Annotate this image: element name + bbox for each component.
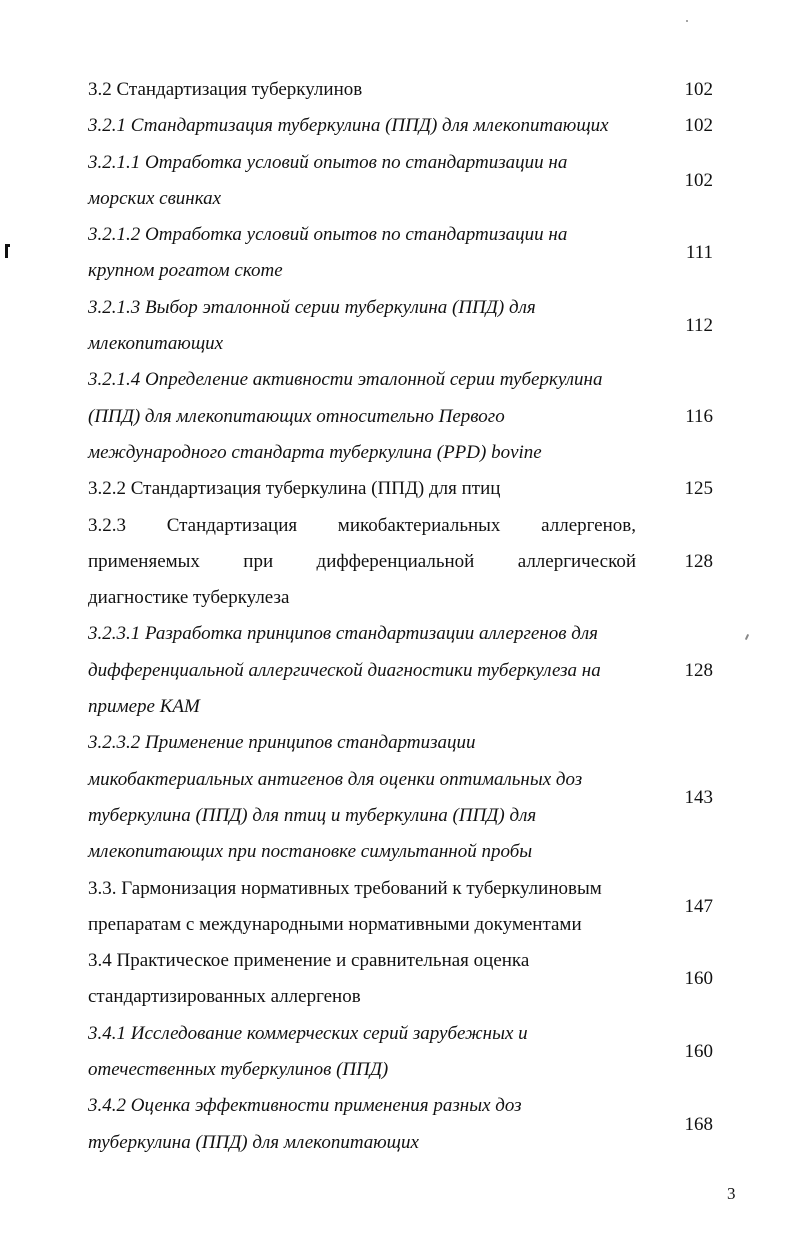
toc-entry-title	[88, 145, 636, 218]
toc-entry-page-number: 128	[684, 551, 713, 572]
toc-entry	[88, 108, 713, 144]
scan-speck	[745, 634, 749, 640]
toc-entry	[88, 871, 713, 944]
toc-entry-title	[88, 616, 636, 725]
toc-entry-line: крупном рогатом скоте	[88, 260, 283, 282]
toc-entry-title	[88, 108, 636, 144]
toc-entry-page-number: 102	[684, 79, 713, 101]
toc-entry-line: 3.2.1.4 Определение активности эталонной серии туберкулина	[88, 369, 603, 391]
toc-entry-line: препаратам с международными нормативными документами	[88, 913, 582, 935]
toc-entry-title	[88, 72, 636, 108]
page-number: 3	[727, 1184, 736, 1203]
toc-entry-title	[88, 943, 636, 1016]
toc-entry-title	[88, 290, 636, 363]
toc-entry-line: 3.2.1.3 Выбор эталонной серии туберкулина (ППД) для	[88, 296, 536, 318]
toc-entry-line: микобактериальных антигенов для оценки оптимальных доз	[88, 768, 583, 790]
toc-entry	[88, 290, 713, 363]
toc-entry-title	[88, 508, 636, 617]
toc-entry-line: международного стандарта туберкулина (PPD) bovine	[88, 441, 542, 463]
toc-entry	[88, 145, 713, 218]
toc-entry-line: диагностике туберкулеза	[88, 587, 290, 609]
toc-entry-line: 3.2.1 Стандартизация туберкулина (ППД) для млекопитающих	[88, 115, 609, 137]
toc-entry-page-number: 102	[684, 115, 713, 137]
toc-entry-line: отечественных туберкулинов (ППД)	[88, 1059, 389, 1081]
toc-entry-line: 3.3. Гармонизация нормативных требований к туберкулиновым	[88, 877, 602, 899]
toc-entry-page-number: 147	[684, 895, 713, 917]
toc-entry-page-number: 111	[685, 242, 713, 264]
toc-entry	[88, 471, 713, 507]
toc-entry-line: стандартизированных аллергенов	[88, 986, 361, 1008]
toc-entry-line: 3.2.1.1 Отработка условий опытов по стандартизации на	[88, 151, 568, 173]
toc-entry	[88, 1088, 713, 1161]
toc-entry-line: 3.2.3.1 Разработка принципов стандартизации аллергенов для	[88, 623, 598, 645]
toc-entry-line: 3.2.3 Стандартизация микобактериальных аллергенов,	[88, 514, 636, 536]
toc-entry-title	[88, 871, 636, 944]
toc-entry-line: (ППД) для млекопитающих относительно Первого	[88, 405, 505, 427]
toc-entry-title	[88, 725, 636, 870]
toc-entry-line: млекопитающих при постановке симультанной пробы	[88, 841, 533, 863]
toc-entry-page-number: 128	[684, 659, 713, 681]
toc-entry-title	[88, 217, 636, 290]
toc-entry-line: 3.4.1 Исследование коммерческих серий зарубежных и	[88, 1022, 528, 1044]
table-of-contents	[88, 72, 713, 1161]
scan-artifact-mark	[5, 244, 8, 258]
toc-entry-line: применяемых при дифференциальной аллергической	[88, 550, 636, 572]
toc-entry-line: 3.4 Практическое применение и сравнительная оценка	[88, 950, 530, 972]
toc-entry-line: 3.2 Стандартизация туберкулинов	[88, 79, 363, 100]
toc-entry-title	[88, 471, 636, 507]
toc-entry	[88, 72, 713, 108]
toc-entry	[88, 616, 713, 725]
toc-entry-line: млекопитающих	[88, 333, 224, 355]
scan-speck	[686, 20, 688, 22]
toc-entry-line: 3.2.3.2 Применение принципов стандартизации	[88, 732, 476, 754]
toc-entry-line: примере КАМ	[88, 696, 200, 718]
toc-entry-page-number: 116	[685, 405, 713, 427]
toc-entry-line: 3.4.2 Оценка эффективности применения разных доз	[88, 1095, 522, 1117]
toc-entry	[88, 1016, 713, 1089]
toc-entry-title	[88, 362, 636, 471]
toc-entry	[88, 725, 713, 870]
toc-entry-line: 3.2.1.2 Отработка условий опытов по стандартизации на	[88, 224, 568, 246]
toc-entry-page-number: 160	[684, 968, 713, 990]
toc-entry-title	[88, 1016, 636, 1089]
toc-entry	[88, 508, 713, 617]
toc-entry-page-number: 112	[685, 315, 713, 337]
toc-entry-line: туберкулина (ППД) для млекопитающих	[88, 1131, 419, 1153]
toc-entry-title	[88, 1088, 636, 1161]
toc-entry-line: 3.2.2 Стандартизация туберкулина (ППД) для птиц	[88, 478, 501, 500]
toc-entry-page-number: 143	[684, 786, 713, 808]
toc-entry-page-number: 168	[684, 1113, 713, 1135]
toc-entry-line: дифференциальной аллергической диагностики туберкулеза на	[88, 659, 601, 681]
toc-entry-page-number: 160	[684, 1041, 713, 1063]
toc-entry-page-number: 125	[684, 478, 713, 500]
toc-entry-page-number: 102	[684, 169, 713, 191]
toc-entry	[88, 217, 713, 290]
toc-entry-line: туберкулина (ППД) для птиц и туберкулина (ППД) для	[88, 804, 537, 826]
toc-entry	[88, 943, 713, 1016]
toc-entry	[88, 362, 713, 471]
toc-entry-line: морских свинках	[88, 187, 222, 209]
